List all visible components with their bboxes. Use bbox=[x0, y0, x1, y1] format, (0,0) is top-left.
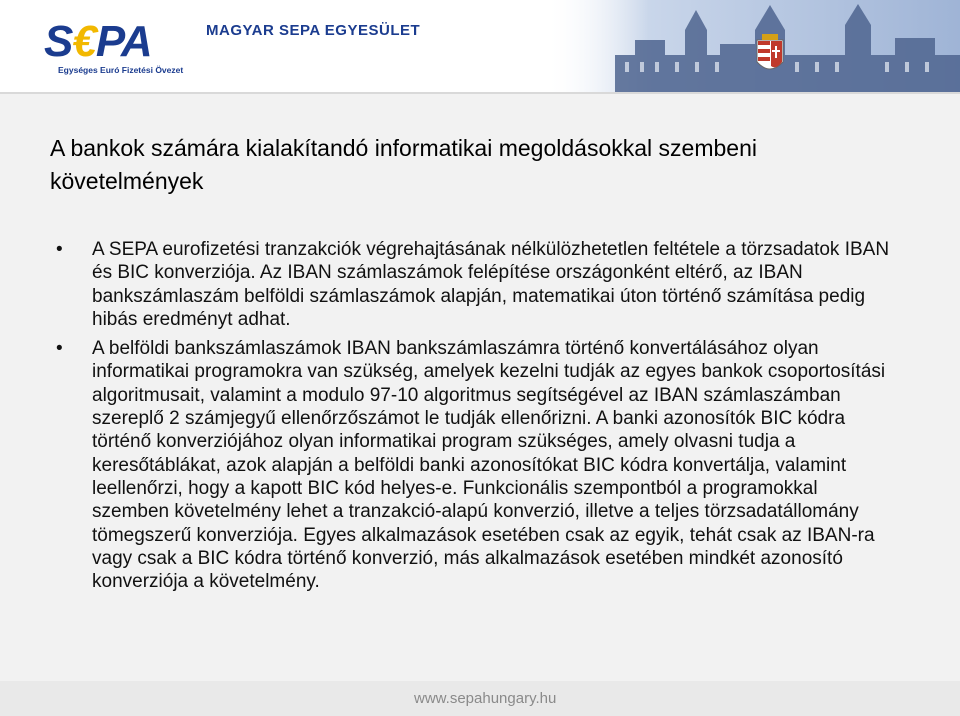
bullet-item bbox=[56, 337, 896, 593]
bullet-text: A belföldi bankszámlaszámok IBAN bankszámlaszámra történő konvertálásához olyan informatikai programokra van szükség, amelyek kezelni tudják az egyes bankok csoportosítási algoritmusait, valamint a modulo 97-10 algoritmus segítségével az IBAN számlaszámban szereplő 2 számjegyű ellenőrzőszámot le tudják ellenőrizni. A banki azonosítók BIC kódra történő konverziójához olyan informatikai program szükséges, amely olvasni tudja a keresőtáblákat, azok alapján a belföldi banki azonosítókat BIC kódra konvertálja, valamint leellenőrzi, hogy a kapott BIC kód helyes-e. Funkcionális szempontból a programokkal szemben követelmény lehet a tranzakció-alapú konverzió, illetve a teljes törzsadatállomány tömegszerű konverziója. Egyes alkalmazások esetében csak az egyik, tehát csak az IBAN-ra vagy csak a BIC kódra történő konverzió, más alkalmazások esetében mindkét azonosító konverziója a követelmény. bbox=[92, 338, 886, 593]
bullet-dot-icon: • bbox=[56, 338, 63, 360]
bullet-text: A SEPA eurofizetési tranzakciók végrehajtásának nélkülözhetetlen feltétele a törzsadatok IBAN és BIC konverziója. Az IBAN számlaszámok felépítése országonként eltérő, az IBAN bankszámlaszám belföldi számlaszámok alapján, matematikai úton történő számítása pedig hibás eredményt adhat. bbox=[92, 239, 890, 330]
bullet-list bbox=[56, 238, 896, 599]
logo-tagline: Egységes Euró Fizetési Övezet bbox=[58, 65, 184, 75]
header-divider bbox=[0, 92, 960, 94]
footer-url: www.sepahungary.hu bbox=[414, 690, 557, 707]
slide-header bbox=[0, 0, 960, 92]
parliament-banner-image bbox=[545, 0, 960, 92]
sepa-logo bbox=[44, 17, 194, 78]
org-name: MAGYAR SEPA EGYESÜLET bbox=[206, 22, 421, 39]
logo-wordmark bbox=[44, 17, 152, 66]
euro-icon: € bbox=[72, 17, 96, 66]
bullet-item bbox=[56, 238, 896, 331]
bullet-dot-icon: • bbox=[56, 239, 63, 260]
logo-prefix: S bbox=[44, 17, 73, 66]
logo-suffix: PA bbox=[95, 17, 152, 66]
slide-title: A bankok számára kialakítandó informatikai megoldásokkal szembeni követelmények bbox=[50, 135, 757, 194]
